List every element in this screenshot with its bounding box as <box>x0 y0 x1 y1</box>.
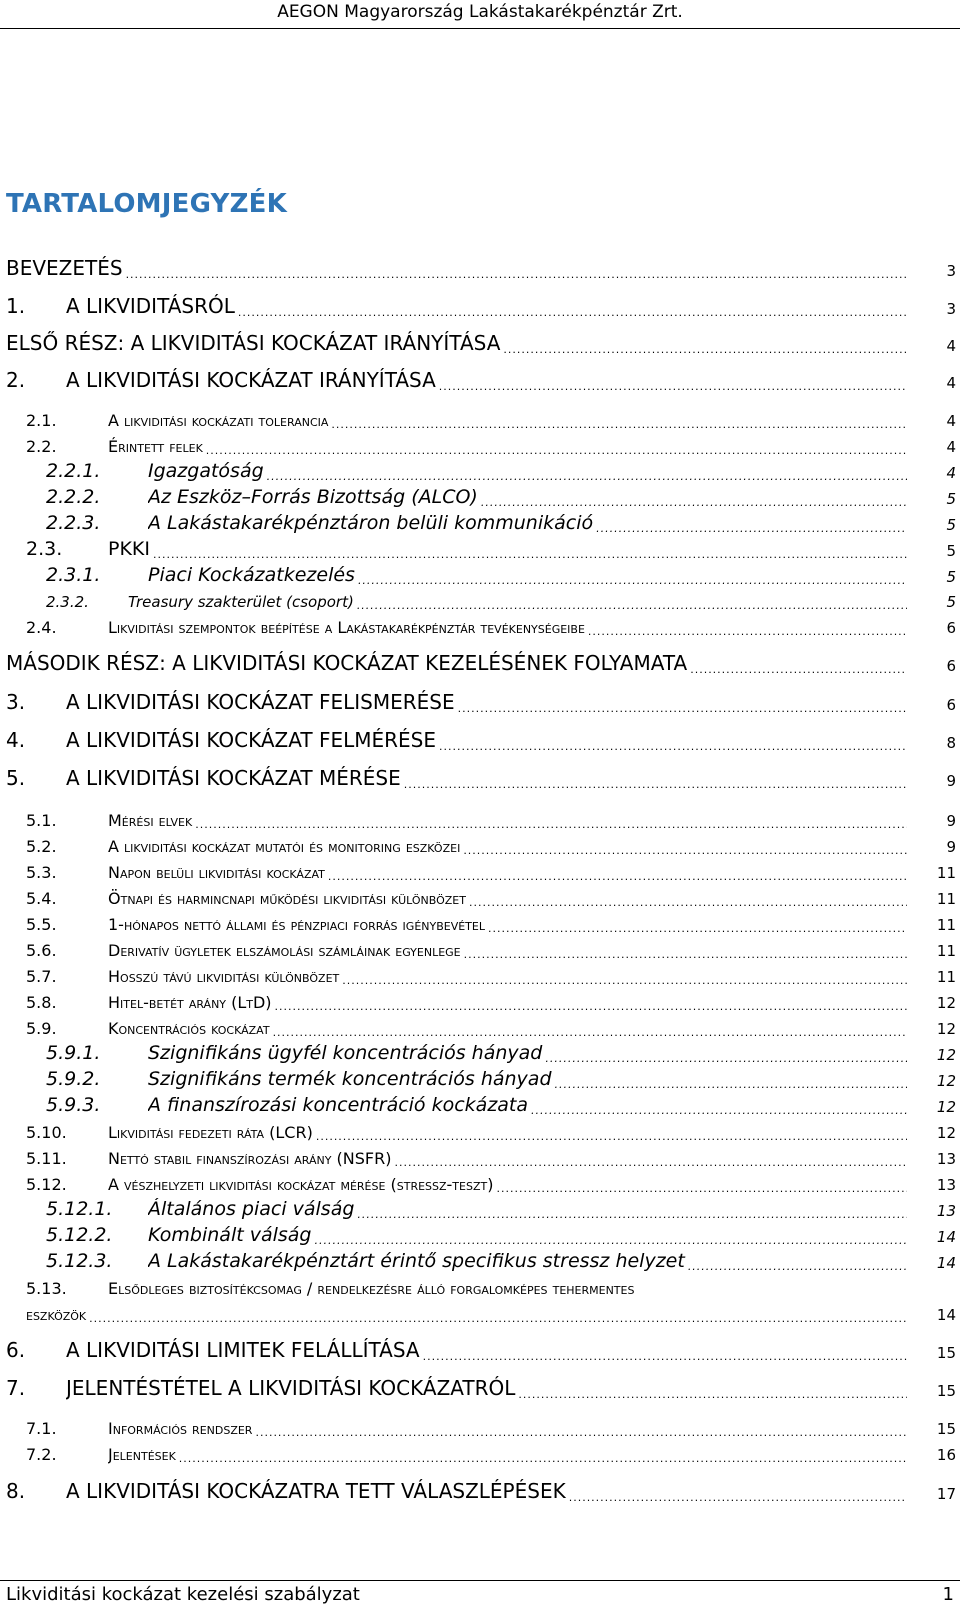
toc-entry-page: 15 <box>936 1382 956 1400</box>
toc-entry-title: A vészhelyzeti likviditási kockázat mérése (stressz-teszt) <box>108 1175 494 1194</box>
toc-entry-page: 8 <box>946 734 956 752</box>
toc-dot-leader <box>342 975 907 986</box>
toc-entry-number: 8. <box>6 1479 26 1503</box>
toc-entry-number: 7.1. <box>26 1419 57 1438</box>
toc-entry-title: Hosszú távú likviditási különbözet <box>108 967 340 986</box>
toc-entry[interactable] <box>0 1222 960 1246</box>
toc-entry-page: 9 <box>946 812 956 830</box>
header-title: AEGON Magyarország Lakástakarékpénztár Zrt. <box>277 2 683 22</box>
toc-entry[interactable] <box>0 766 960 790</box>
toc-entry-page: 3 <box>946 300 956 318</box>
toc-dot-leader <box>488 923 907 934</box>
toc-entry-title: Információs rendszer <box>108 1419 253 1438</box>
toc-entry-title: A LIKVIDITÁSI KOCKÁZAT FELISMERÉSE <box>66 690 455 714</box>
toc-entry-title: PKKI <box>108 538 150 560</box>
toc-entry[interactable] <box>0 1274 960 1298</box>
toc-entry-page: 5 <box>946 490 956 508</box>
toc-entry[interactable] <box>0 510 960 534</box>
toc-entry-number: 2.2.2. <box>46 486 101 508</box>
toc-entry-page: 5 <box>946 542 956 560</box>
toc-dot-leader <box>314 1235 907 1246</box>
toc-dot-leader <box>518 1389 907 1400</box>
toc-entry-title: JELENTÉSTÉTEL A LIKVIDITÁSI KOCKÁZATRÓL <box>66 1376 516 1400</box>
toc-entry[interactable] <box>0 1338 960 1362</box>
toc-dot-leader <box>596 523 907 534</box>
toc-dot-leader <box>179 1453 907 1464</box>
toc-entry-title: A LIKVIDITÁSI KOCKÁZATRA TETT VÁLASZLÉPÉSEK <box>66 1479 566 1503</box>
toc-entry-page: 3 <box>946 262 956 280</box>
toc-entry[interactable] <box>0 406 960 430</box>
toc-entry-number: 2.4. <box>26 618 57 637</box>
toc-entry-title: Mérési elvek <box>108 811 193 830</box>
toc-entry-number: 5.4. <box>26 889 57 908</box>
toc-entry-title: Igazgatóság <box>148 460 264 482</box>
toc-dot-leader <box>464 949 907 960</box>
toc-entry-page: 4 <box>946 412 956 430</box>
toc-entry-number: 5.5. <box>26 915 57 934</box>
toc-entry[interactable] <box>0 1414 960 1438</box>
toc-entry-page: 11 <box>936 916 956 934</box>
toc-entry-number: 5.13. <box>26 1279 67 1298</box>
toc-entry-number: 5.2. <box>26 837 57 856</box>
toc-entry-title: Koncentrációs kockázat <box>108 1019 270 1038</box>
toc-entry-number: 5.3. <box>26 863 57 882</box>
toc-dot-leader <box>404 779 907 790</box>
toc-entry-page: 5 <box>946 568 956 586</box>
toc-entry[interactable] <box>0 728 960 752</box>
toc-entry-number: 5.9.2. <box>46 1068 101 1090</box>
toc-entry-number: 5.12.1. <box>46 1198 113 1220</box>
toc-entry-number: 5.1. <box>26 811 57 830</box>
toc-entry-title: Általános piaci válság <box>148 1198 355 1220</box>
toc-entry[interactable] <box>0 936 960 960</box>
toc-entry-page: 9 <box>946 772 956 790</box>
toc-dot-leader <box>469 897 907 908</box>
toc-dot-leader <box>328 871 907 882</box>
toc-entry-page: 12 <box>936 1098 956 1116</box>
toc-entry-title: Piaci Kockázatkezelés <box>148 564 355 586</box>
toc-dot-leader <box>690 664 907 675</box>
toc-entry-page: 17 <box>936 1485 956 1503</box>
toc-entry-number: 2.2.1. <box>46 460 101 482</box>
toc-entry-title: Elsődleges biztosítékcsomag / rendelkezésre álló forgalomképes tehermentes <box>108 1279 635 1298</box>
toc-entry-title: Kombinált válság <box>148 1224 312 1246</box>
toc-dot-leader <box>195 819 907 830</box>
toc-entry[interactable] <box>0 294 960 318</box>
toc-dot-leader <box>458 703 907 714</box>
toc-entry[interactable] <box>0 988 960 1012</box>
toc-entry[interactable] <box>0 832 960 856</box>
toc-entry-page: 11 <box>936 942 956 960</box>
toc-entry-title: A LIKVIDITÁSRÓL <box>66 294 235 318</box>
toc-dot-leader <box>395 1157 908 1168</box>
toc-entry[interactable] <box>0 1066 960 1090</box>
toc-entry-title: Likviditási fedezeti ráta (LCR) <box>108 1123 313 1142</box>
toc-entry-number: 5.11. <box>26 1149 67 1168</box>
toc-entry-page: 13 <box>936 1150 956 1168</box>
toc-entry[interactable] <box>0 458 960 482</box>
toc-entry-number: 5.12.2. <box>46 1224 113 1246</box>
toc-entry[interactable] <box>0 806 960 830</box>
toc-entry-title: eszközök <box>26 1305 87 1324</box>
footer-page-number: 1 <box>942 1584 954 1605</box>
toc-entry-page: 12 <box>936 1124 956 1142</box>
toc-entry-page: 13 <box>936 1202 956 1220</box>
toc-entry[interactable] <box>0 1300 960 1324</box>
toc-dot-leader <box>463 845 907 856</box>
toc-entry[interactable] <box>0 432 960 456</box>
footer-document-name: Likviditási kockázat kezelési szabályzat <box>6 1584 360 1605</box>
toc-entry[interactable] <box>0 1376 960 1400</box>
toc-entry-title: Hitel-betét arány (LtD) <box>108 993 272 1012</box>
toc-entry-number: 5.12. <box>26 1175 67 1194</box>
toc-entry-number: 2.3.1. <box>46 564 101 586</box>
toc-entry-title: ELSŐ RÉSZ: A LIKVIDITÁSI KOCKÁZAT IRÁNYÍTÁSA <box>6 331 501 355</box>
toc-entry[interactable] <box>0 884 960 908</box>
page-footer <box>0 1580 960 1610</box>
toc-entry-title: MÁSODIK RÉSZ: A LIKVIDITÁSI KOCKÁZAT KEZELÉSÉNEK FOLYAMATA <box>6 651 688 675</box>
toc-dot-leader <box>357 600 907 611</box>
toc-entry[interactable] <box>0 1144 960 1168</box>
toc-entry-title: A LIKVIDITÁSI LIMITEK FELÁLLÍTÁSA <box>66 1338 420 1362</box>
toc-dot-leader <box>273 1027 907 1038</box>
toc-dot-leader <box>496 1183 907 1194</box>
toc-entry-number: 5.8. <box>26 993 57 1012</box>
toc-entry-number: 2.1. <box>26 411 57 430</box>
toc-entry-title: Derivatív ügyletek elszámolási számláinak egyenlege <box>108 941 461 960</box>
toc-dot-leader <box>358 575 907 586</box>
toc-entry-number: 5.12.3. <box>46 1250 113 1272</box>
toc-entry-number: 5. <box>6 766 26 790</box>
toc-entry-number: 5.9. <box>26 1019 57 1038</box>
toc-entry-title: A finanszírozási koncentráció kockázata <box>148 1094 529 1116</box>
toc-entry[interactable] <box>0 331 960 355</box>
toc-entry[interactable] <box>0 368 960 392</box>
toc-entry-page: 12 <box>936 994 956 1012</box>
toc-entry-page: 6 <box>946 657 956 675</box>
toc-entry-title: A Lakástakarékpénztáron belüli kommunikáció <box>148 512 594 534</box>
toc-entry-title: Szignifikáns termék koncentrációs hányad <box>148 1068 552 1090</box>
toc-entry[interactable] <box>0 1248 960 1272</box>
toc-dot-leader <box>439 381 907 392</box>
toc-entry-page: 15 <box>936 1420 956 1438</box>
toc-entry-title: Napon belüli likviditási kockázat <box>108 863 325 882</box>
toc-entry[interactable] <box>0 1040 960 1064</box>
toc-dot-leader <box>238 307 907 318</box>
toc-dot-leader <box>545 1053 907 1064</box>
toc-entry-number: 5.10. <box>26 1123 67 1142</box>
toc-entry-page: 4 <box>946 337 956 355</box>
toc-dot-leader <box>439 741 907 752</box>
toc-entry[interactable] <box>0 484 960 508</box>
toc-entry[interactable] <box>0 910 960 934</box>
toc-dot-leader <box>588 626 907 637</box>
toc-dot-leader <box>357 1209 907 1220</box>
toc-entry[interactable] <box>0 1014 960 1038</box>
toc-entry-title: Érintett felek <box>108 437 203 456</box>
toc-entry-number: 7.2. <box>26 1445 57 1464</box>
toc-entry-page: 5 <box>946 593 956 611</box>
toc-entry-number: 5.9.1. <box>46 1042 101 1064</box>
toc-dot-leader <box>206 445 907 456</box>
toc-entry-number: 2. <box>6 368 26 392</box>
toc-dot-leader <box>531 1105 907 1116</box>
toc-entry-title: A likviditási kockázat mutatói és monitoring eszközei <box>108 837 461 856</box>
toc-entry-number: 1. <box>6 294 26 318</box>
toc-entry-page: 16 <box>936 1446 956 1464</box>
toc-entry[interactable] <box>0 1196 960 1220</box>
toc-entry[interactable] <box>0 536 960 560</box>
toc-entry-title: A LIKVIDITÁSI KOCKÁZAT FELMÉRÉSE <box>66 728 436 752</box>
toc-entry-page: 4 <box>946 438 956 456</box>
toc-entry[interactable] <box>0 1440 960 1464</box>
toc-entry-title: Az Eszköz–Forrás Bizottság (ALCO) <box>148 486 478 508</box>
toc-dot-leader <box>688 1261 907 1272</box>
toc-title: TARTALOMJEGYZÉK <box>6 189 287 219</box>
toc-entry-number: 2.2.3. <box>46 512 101 534</box>
toc-entry-page: 9 <box>946 838 956 856</box>
toc-entry[interactable] <box>0 690 960 714</box>
toc-dot-leader <box>316 1131 907 1142</box>
toc-dot-leader <box>89 1313 907 1324</box>
toc-entry-page: 6 <box>946 696 956 714</box>
toc-entry-title: Jelentések <box>108 1445 176 1464</box>
toc-entry[interactable] <box>0 613 960 637</box>
toc-entry-number: 6. <box>6 1338 26 1362</box>
toc-entry[interactable] <box>0 1092 960 1116</box>
toc-entry[interactable] <box>0 1118 960 1142</box>
toc-entry[interactable] <box>0 587 960 611</box>
toc-entry-number: 2.2. <box>26 437 57 456</box>
toc-entry-page: 12 <box>936 1046 956 1064</box>
toc-entry-title: 1-hónapos nettó állami és pénzpiaci forrás igénybevétel <box>108 915 485 934</box>
toc-entry[interactable] <box>0 1170 960 1194</box>
toc-entry[interactable] <box>0 651 960 675</box>
toc-entry-page: 14 <box>936 1306 956 1324</box>
toc-entry[interactable] <box>0 1479 960 1503</box>
toc-entry-page: 11 <box>936 968 956 986</box>
toc-entry-page: 15 <box>936 1344 956 1362</box>
toc-entry-page: 11 <box>936 890 956 908</box>
toc-entry-page: 4 <box>946 374 956 392</box>
toc-entry-title: Nettó stabil finanszírozási arány (NSFR) <box>108 1149 392 1168</box>
toc-dot-leader <box>423 1351 907 1362</box>
toc-entry-title: BEVEZETÉS <box>6 256 123 280</box>
toc-entry-number: 7. <box>6 1376 26 1400</box>
toc-entry[interactable] <box>0 256 960 280</box>
toc-dot-leader <box>275 1001 907 1012</box>
toc-entry-title: A likviditási kockázati tolerancia <box>108 411 329 430</box>
toc-entry-page: 12 <box>936 1020 956 1038</box>
toc-dot-leader <box>255 1427 907 1438</box>
toc-entry-page: 4 <box>946 464 956 482</box>
toc-entry-number: 5.9.3. <box>46 1094 101 1116</box>
toc-entry-title: Likviditási szempontok beépítése a Lakástakarékpénztár tevékenységeibe <box>108 618 585 637</box>
toc-entry[interactable] <box>0 858 960 882</box>
toc-entry-page: 5 <box>946 516 956 534</box>
toc-dot-leader <box>331 419 907 430</box>
toc-entry-title: A LIKVIDITÁSI KOCKÁZAT IRÁNYÍTÁSA <box>66 368 436 392</box>
toc-dot-leader <box>503 344 907 355</box>
toc-dot-leader <box>555 1079 908 1090</box>
toc-entry-page: 14 <box>936 1254 956 1272</box>
toc-dot-leader <box>267 471 907 482</box>
toc-entry[interactable] <box>0 562 960 586</box>
toc-entry-title: Szignifikáns ügyfél koncentrációs hányad <box>148 1042 543 1064</box>
toc-entry-title: A Lakástakarékpénztárt érintő specifikus stressz helyzet <box>148 1250 685 1272</box>
toc-dot-leader <box>126 269 907 280</box>
toc-dot-leader <box>481 497 907 508</box>
toc-entry-page: 11 <box>936 864 956 882</box>
toc-entry-number: 2.3.2. <box>46 593 89 611</box>
toc-entry-title: Treasury szakterület (csoport) <box>128 593 354 611</box>
toc-dot-leader <box>569 1492 907 1503</box>
toc-entry-page: 6 <box>946 619 956 637</box>
toc-dot-leader <box>153 549 907 560</box>
toc-entry-page: 12 <box>936 1072 956 1090</box>
toc-entry-number: 2.3. <box>26 538 63 560</box>
toc-entry-page: 13 <box>936 1176 956 1194</box>
toc-entry-title: Ötnapi és harmincnapi működési likviditási különbözet <box>108 889 466 908</box>
toc-entry-number: 5.6. <box>26 941 57 960</box>
toc-entry-number: 5.7. <box>26 967 57 986</box>
toc-entry-title: A LIKVIDITÁSI KOCKÁZAT MÉRÉSE <box>66 766 401 790</box>
toc-entry-page: 14 <box>936 1228 956 1246</box>
toc-entry-number: 3. <box>6 690 26 714</box>
toc-entry[interactable] <box>0 962 960 986</box>
toc-entry-number: 4. <box>6 728 26 752</box>
